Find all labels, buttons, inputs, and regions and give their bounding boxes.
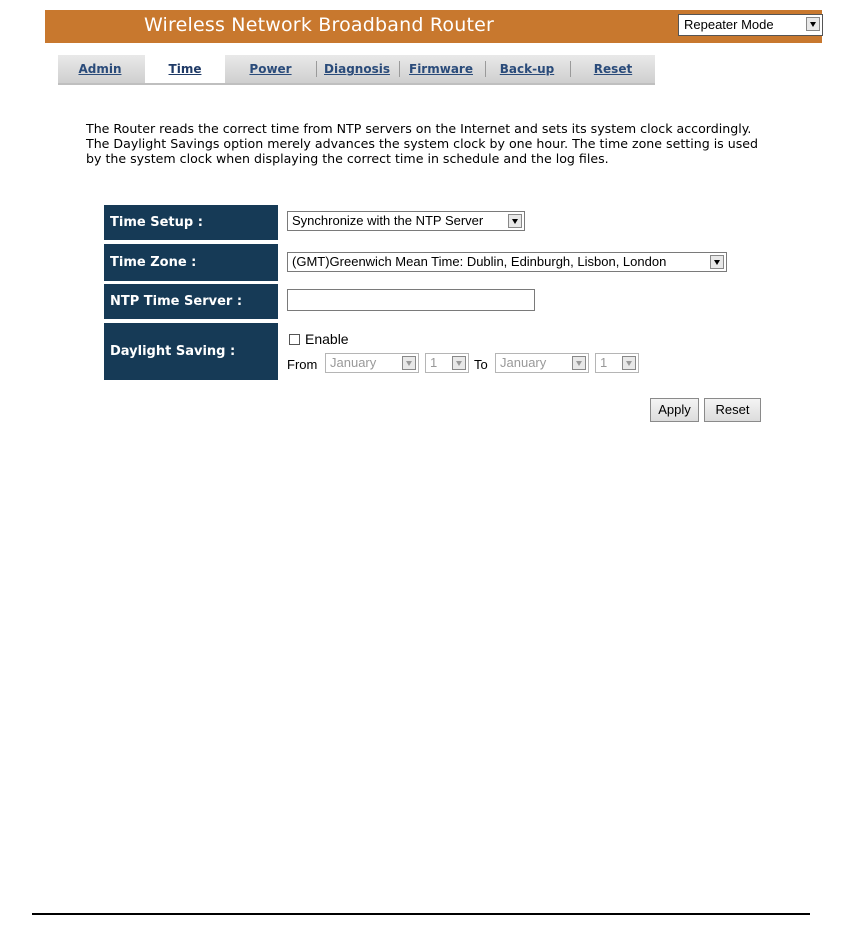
tab-power[interactable]: Power (249, 62, 292, 76)
reset-button[interactable]: Reset (704, 398, 761, 422)
chevron-down-icon[interactable] (452, 356, 466, 370)
from-day-select[interactable] (425, 353, 469, 373)
header-bar (45, 10, 822, 43)
from-label: From (287, 357, 318, 372)
time-zone-label: Time Zone : (104, 244, 278, 281)
mode-select-value: Repeater Mode (684, 17, 774, 32)
to-day-select[interactable] (595, 353, 639, 373)
page-title: Wireless Network Broadband Router (143, 14, 495, 36)
from-month-value: January (330, 355, 377, 370)
time-zone-select[interactable] (287, 252, 727, 272)
to-month-select[interactable] (495, 353, 589, 373)
time-setup-label: Time Setup : (104, 205, 278, 240)
chevron-down-icon[interactable] (710, 255, 724, 269)
apply-button[interactable]: Apply (650, 398, 699, 422)
ntp-server-label: NTP Time Server : (104, 284, 278, 319)
tab-diagnosis[interactable]: Diagnosis (324, 62, 390, 76)
chevron-down-icon[interactable] (806, 17, 820, 31)
page-divider (32, 913, 810, 915)
time-setup-select[interactable] (287, 211, 525, 231)
description-text: The Router reads the correct time from NTP servers on the Internet and sets its system clock accordingly. The Daylight Savings option merely advances the system clock by one hour. The time zone setting is used by the system clock when displaying the correct time in schedule and the log files. (86, 121, 759, 166)
tab-reset[interactable]: Reset (593, 62, 633, 76)
tab-firmware[interactable]: Firmware (409, 62, 473, 76)
chevron-down-icon[interactable] (402, 356, 416, 370)
to-label: To (474, 357, 488, 372)
enable-label: Enable (305, 331, 349, 347)
chevron-down-icon[interactable] (622, 356, 636, 370)
enable-checkbox[interactable] (289, 334, 300, 345)
time-setup-value: Synchronize with the NTP Server (292, 213, 484, 228)
tab-bar (58, 55, 655, 85)
chevron-down-icon[interactable] (572, 356, 586, 370)
chevron-down-icon[interactable] (508, 214, 522, 228)
ntp-server-input[interactable] (287, 289, 535, 311)
to-month-value: January (500, 355, 547, 370)
from-day-value: 1 (430, 355, 438, 370)
tab-admin[interactable]: Admin (78, 62, 122, 76)
tab-backup[interactable]: Back-up (499, 62, 555, 76)
to-day-value: 1 (600, 355, 608, 370)
daylight-saving-label: Daylight Saving : (104, 323, 278, 380)
tab-time[interactable]: Time (145, 55, 225, 83)
mode-select[interactable] (678, 14, 823, 36)
from-month-select[interactable] (325, 353, 419, 373)
time-zone-value: (GMT)Greenwich Mean Time: Dublin, Edinburgh, Lisbon, London (292, 254, 667, 269)
